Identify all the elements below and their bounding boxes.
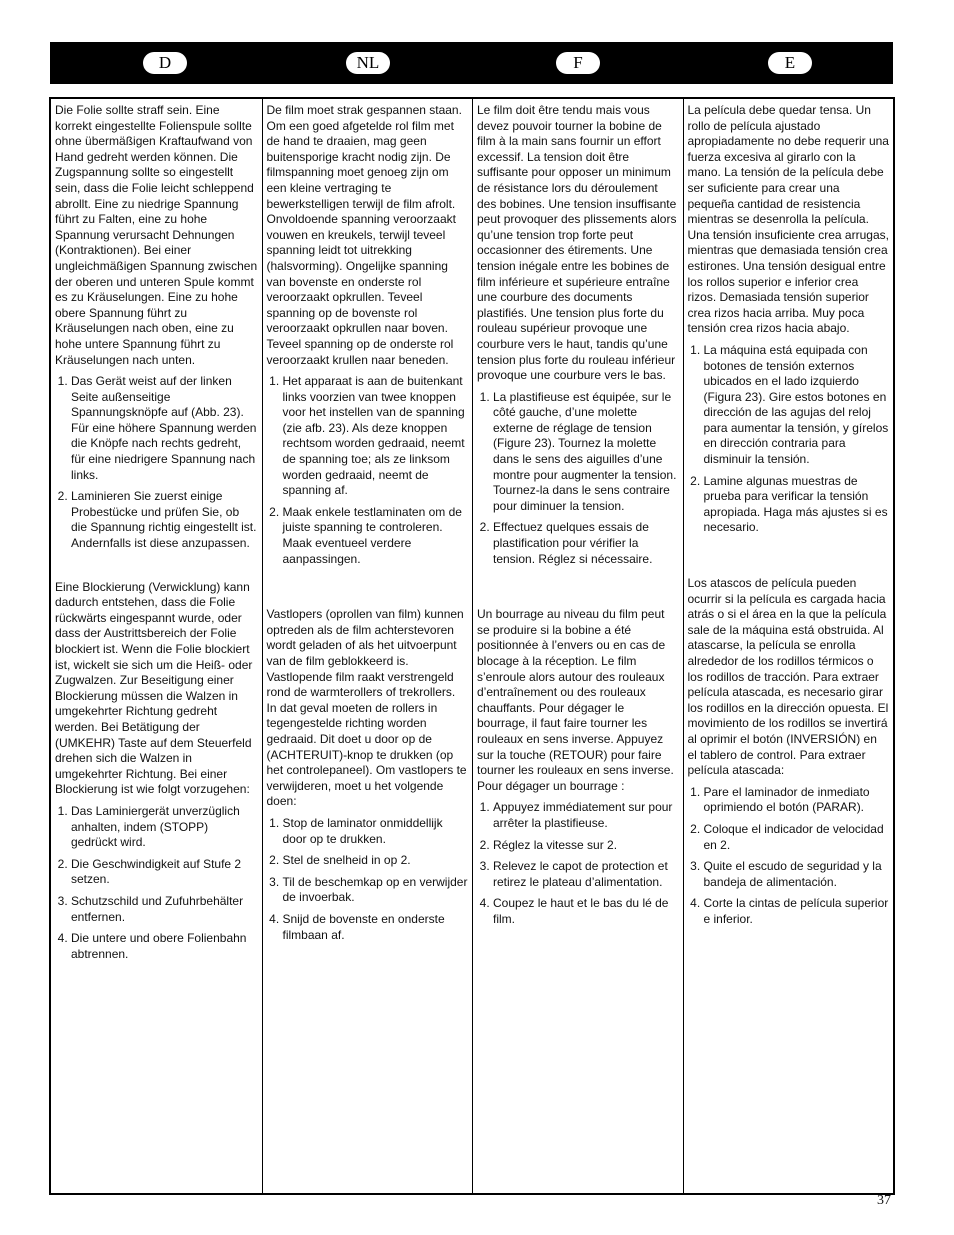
list-item: 1. Stop de laminator onmiddellijk door op te drukken. xyxy=(283,816,469,847)
list-item: 4. Die untere und obere Folienbahn abtrennen. xyxy=(71,931,258,962)
content-columns xyxy=(49,97,895,1195)
column-dutch xyxy=(262,99,473,1193)
column-spanish xyxy=(683,99,894,1193)
tension-paragraph: Die Folie sollte straff sein. Eine korrekt eingestellte Folienspule sollte ohne übermäßigen Kraftaufwand von Hand gedreht werden können. Die Zugspannung sollte so eingestellt sein, dass die Folie leicht schleppend abrollt. Eine zu niedrige Spannung führt zu Falten, eine zu hohe Spannung verursacht Dehnungen (Kontraktionen). Bei einer ungleichmäßigen Spannung zwischen der oberen und unteren Spule kommt es zu Kräuselungen. Eine zu hohe obere Spannung führt zu Kräuselungen nach oben, eine zu hohe untere Spannung führt zu Kräuselungen nach unten. xyxy=(55,103,258,367)
list-item: 2. Laminieren Sie zuerst einige Probestücke und prüfen Sie, ob die Spannung richtig eingestellt ist. Andernfalls ist diese anzupassen. xyxy=(71,489,258,551)
jam-steps xyxy=(477,800,679,927)
list-item: 1. La plastifieuse est équipée, sur le côté gauche, d’une molette externe de réglage de tension (Figure 23). Tournez la molette dans le sens des aiguilles d’une montre pour augmenter la tension. Tournez-la dans le sens contraire pour diminuer la tension. xyxy=(493,390,679,515)
jam-paragraph: Un bourrage au niveau du film peut se produire si la bobine a été positionnée à l’envers ou en cas de blocage à la réception. Le film s’enroule alors autour des rouleaux d’entraînement ou des rouleaux chauffants. Pour dégager le bourrage, il faut faire tourner les rouleaux en sens inverse. Appuyez sur la touche (RETOUR) pour faire tourner les rouleaux en sens inverse. Pour dégager un bourrage : xyxy=(477,607,674,793)
list-item: 2. Die Geschwindigkeit auf Stufe 2 setzen. xyxy=(71,857,258,888)
list-item: 2. Maak enkele testlaminaten om de juiste spanning te controleren. Maak eventueel verdere aanpassingen. xyxy=(283,505,469,567)
tension-paragraph: La película debe quedar tensa. Un rollo de película ajustado apropiadamente no debe requerir una fuerza excesiva al girarlo con la mano. La tensión de la película debe ser suficiente para crear una pequeña cantidad de resistencia mientras se desenrolla la película. Una tensión insuficiente crea arrugas, mientras que demasiada tensión crea estirones. Una tensión desigual entre los rollos superior e inferior crea rizos. Demasiada tensión superior crea rizos hacia arriba. Muy poca tensión crea rizos hacia abajo. xyxy=(687,103,889,336)
column-german xyxy=(51,99,262,1193)
list-item: 2. Stel de snelheid in op 2. xyxy=(283,853,469,869)
page-number: 37 xyxy=(877,1193,891,1208)
list-item: 3. Schutzschild und Zufuhrbehälter entfernen. xyxy=(71,894,258,925)
list-item: 1. Het apparaat is aan de buitenkant links voorzien van twee knoppen voor het instellen van de spanning (zie afb. 23). Als deze knoppen rechtsom worden gedraaid, neemt de spanning toe; als ze linksom worden gedraaid, neemt de spanning af. xyxy=(283,374,469,499)
language-header-bar xyxy=(50,42,893,84)
list-item: 3. Til de beschemkap op en verwijder de invoerbak. xyxy=(283,875,469,906)
jam-paragraph: Eine Blockierung (Verwicklung) kann dadurch entstehen, dass die Folie rückwärts eingespannt wurde, oder dass der Austrittsbereich der Folie blockiert ist. Wenn die Folie blockiert ist, wickelt sie sich um die Heiß- oder Zugwalzen. Zur Beseitigung einer Blockierung müssen die Walzen in umgekehrter Richtung gedreht werden. Bei Betätigung der (UMKEHR) Taste auf dem Steuerfeld drehen sich die Walzen in umgekehrter Richtung. Bei einer Blockierung ist wie folgt vorzugehen: xyxy=(55,579,253,797)
tension-steps xyxy=(55,374,258,552)
list-item: 4. Corte la cintas de película superior e inferior. xyxy=(704,896,890,927)
list-item: 1. La máquina está equipada con botones de tensión externos ubicados en el lado izquierdo (Figura 23). Gire estos botones en dirección de las agujas del reloj para aumentar la tensión, y gírelos en dirección contraria para disminuir la tensión. xyxy=(704,343,890,468)
list-item: 3. Relevez le capot de protection et retirez le plateau d’alimentation. xyxy=(493,859,679,890)
language-label-french: F xyxy=(556,52,600,74)
list-item: 2. Lamine algunas muestras de prueba para verificar la tensión apropiada. Haga más ajustes si es necesario. xyxy=(704,474,890,536)
tension-steps xyxy=(267,374,469,567)
list-item: 1. Das Laminiergerät unverzüglich anhalten, indem (STOPP) gedrückt wird. xyxy=(71,804,258,851)
jam-paragraph: Los atascos de película pueden ocurrir si la película es cargada hacia atrás o si el área en la que la película sale de la máquina está obstruida. Al atascarse, la película se enrolla alrededor de los rodillos térmicos o los rodillos de tracción. Para extraer película atascada, es necesario girar los rodillos en la dirección opuesta. El movimiento de los rodillos se invertirá al oprimir el botón (INVERSIÓN) en el tablero de control. Para extraer película atascada: xyxy=(687,576,889,778)
column-french xyxy=(472,99,683,1193)
tension-steps xyxy=(688,343,890,536)
list-item: 4. Snijd de bovenste en onderste filmbaan af. xyxy=(283,912,469,943)
list-item: 2. Réglez la vitesse sur 2. xyxy=(493,838,679,854)
language-label-dutch: NL xyxy=(346,52,390,74)
jam-steps xyxy=(688,785,890,928)
list-item: 2. Effectuez quelques essais de plastification pour vérifier la tension. Réglez si nécessaire. xyxy=(493,520,679,567)
list-item: 1. Pare el laminador de inmediato oprimiendo el botón (PARAR). xyxy=(704,785,890,816)
jam-steps xyxy=(267,816,469,943)
list-item: 1. Appuyez immédiatement sur pour arrêter la plastifieuse. xyxy=(493,800,679,831)
tension-paragraph: Le film doit être tendu mais vous devez pouvoir tourner la bobine de film à la main sans fournir un effort excessif. La tension doit être suffisante pour opposer un minimum de résistance lors du déroulement des bobines. Une tension insuffisante peut provoquer des plissements alors qu’une tension trop forte peut occasionner des étirements. Une tension inégale entre les bobines de film inférieure et supérieure entraîne une courbure des documents plastifiés. Une tension plus forte du rouleau supérieur provoque une courbure vers le haut, tandis qu’une tension plus forte du rouleau inférieur provoque une courbure vers le bas. xyxy=(477,103,677,383)
tension-steps xyxy=(477,390,679,568)
jam-steps xyxy=(55,804,258,962)
list-item: 3. Quite el escudo de seguridad y la bandeja de alimentación. xyxy=(704,859,890,890)
jam-paragraph: Vastlopers (oprollen van film) kunnen optreden als de film achterstevoren wordt geladen of als het uitvoerpunt van de film geblokkeerd is. Vastlopende film raakt verstrengeld rond de warmterollers of trekrollers. In dat geval moeten de rollers in tegengestelde richting worden gedraaid. Dit doet u door op de (ACHTERUIT)-knop te drukken (op het controlepaneel). Om vastlopers te verwijderen, moet u het volgende doen: xyxy=(266,607,467,809)
language-label-spanish: E xyxy=(768,52,812,74)
list-item: 4. Coupez le haut et le bas du lé de film. xyxy=(493,896,679,927)
tension-paragraph: De film moet strak gespannen staan. Om een goed afgetelde rol film met de hand te draaien, mag geen buitensporige kracht nodig zijn. De filmspanning moet genoeg zijn om een kleine vertraging te bewerkstelligen terwijl de film afrolt. Onvoldoende spanning veroorzaakt vouwen en kreukels, terwijl teveel spanning leidt tot uitrekking (halsvorming). Ongelijke spanning van bovenste en onderste rol veroorzaakt opkrullen. Teveel spanning op de bovenste rol veroorzaakt opkrullen naar boven. Teveel spanning op de onderste rol veroorzaakt krullen naar beneden. xyxy=(266,103,462,367)
list-item: 2. Coloque el indicador de velocidad en 2. xyxy=(704,822,890,853)
language-label-german: D xyxy=(143,52,187,74)
list-item: 1. Das Gerät weist auf der linken Seite außenseitige Spannungsknöpfe auf (Abb. 23). Für eine höhere Spannung werden die Knöpfe nach rechts gedreht, für eine niedrigere Spannung nach links. xyxy=(71,374,258,483)
